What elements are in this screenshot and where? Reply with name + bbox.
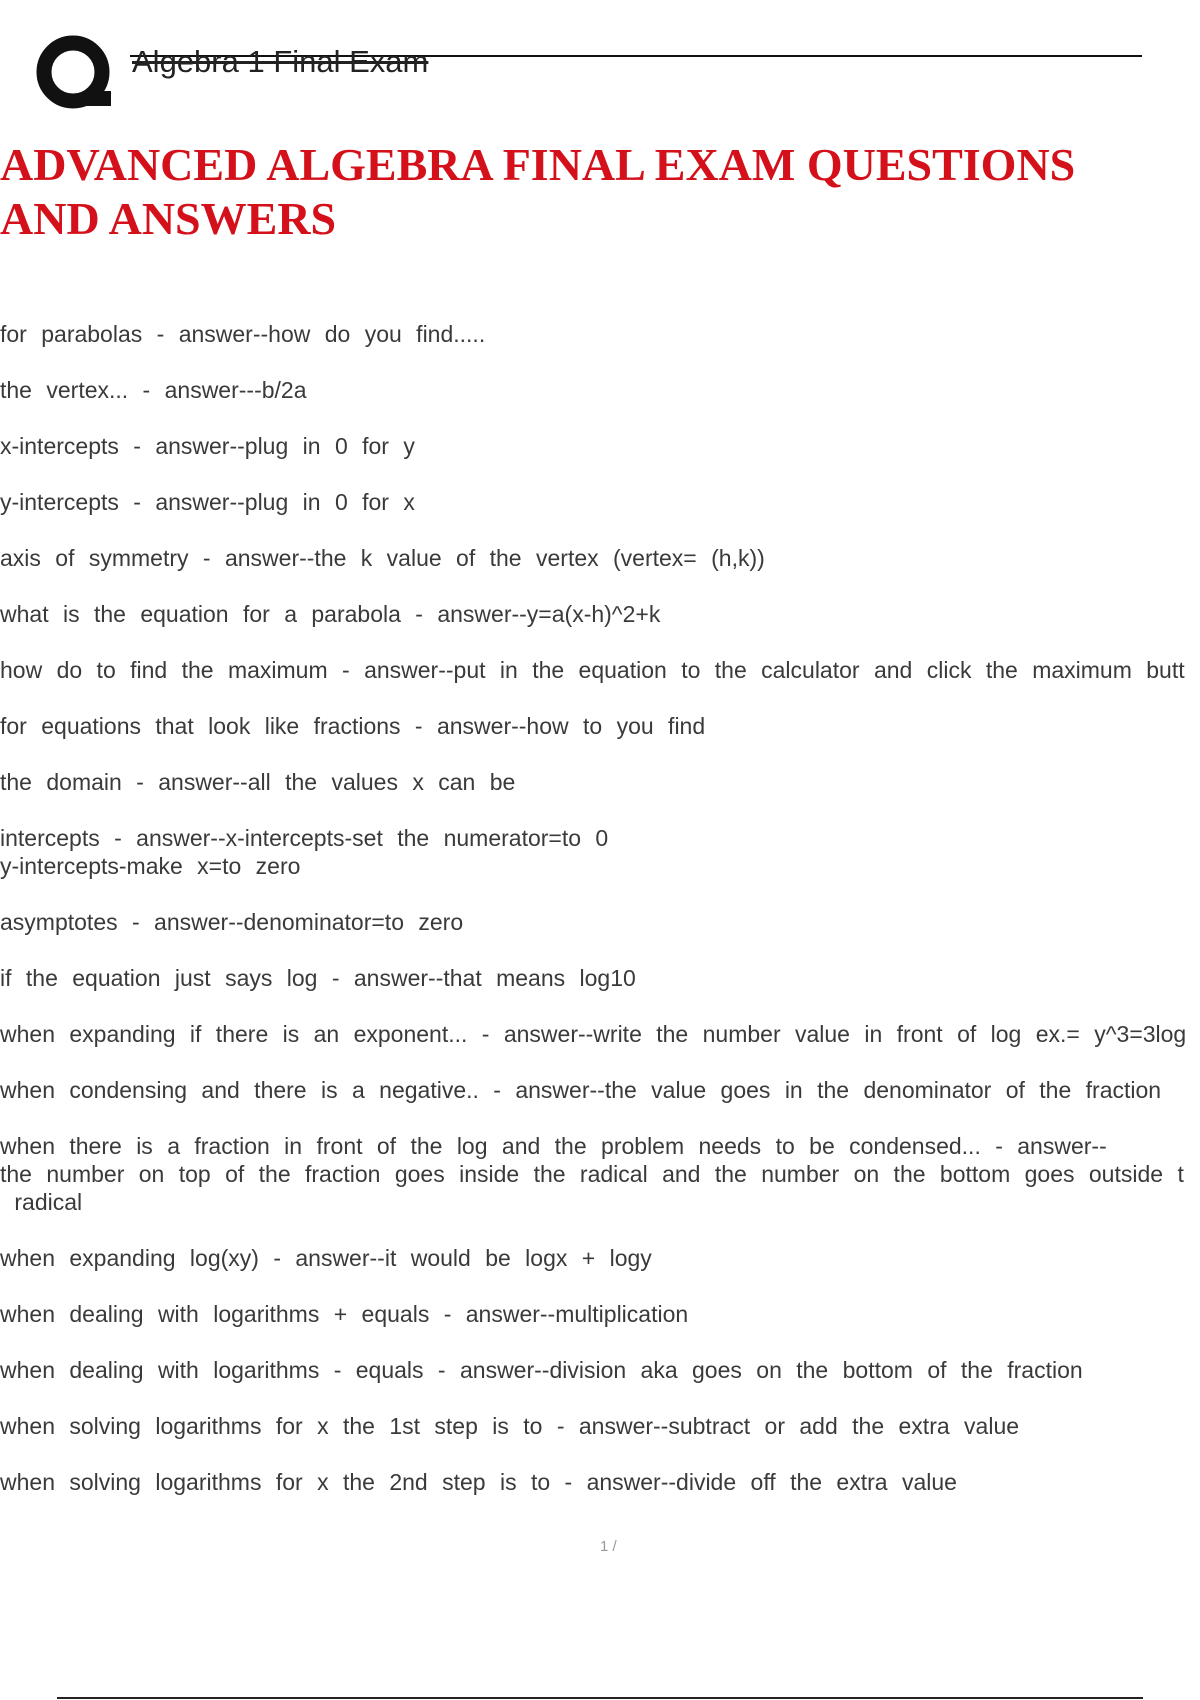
qa-item: for parabolas - answer--how do you find.....: [0, 321, 486, 347]
qa-item: asymptotes - answer--denominator=to zero: [0, 909, 464, 935]
qa-item: the vertex... - answer---b/2a: [0, 377, 307, 403]
qa-item: axis of symmetry - answer--the k value of the vertex (vertex= (h,k)): [0, 545, 765, 571]
page-header: [30, 30, 1142, 120]
qa-list: [0, 320, 1200, 1524]
page-number: 1 /: [600, 1538, 617, 1555]
qa-item: what is the equation for a parabola - answer--y=a(x-h)^2+k: [0, 601, 661, 627]
qa-item: when solving logarithms for x the 1st step is to - answer--subtract or add the extra value: [0, 1413, 1020, 1439]
qa-item: when there is a fraction in front of the log and the problem needs to be condensed... - answer-- the number on top of the fraction goes inside the radical and the number on the bottom goes outside t radical: [0, 1133, 1184, 1215]
qa-item: if the equation just says log - answer--that means log10: [0, 965, 636, 991]
quizlet-q-logo-icon: [33, 33, 117, 117]
qa-item: for equations that look like fractions - answer--how to you find: [0, 713, 706, 739]
qa-item: x-intercepts - answer--plug in 0 for y: [0, 433, 415, 459]
qa-item: when dealing with logarithms - equals - answer--division aka goes on the bottom of the fraction: [0, 1357, 1083, 1383]
qa-item: when dealing with logarithms + equals - answer--multiplication: [0, 1301, 689, 1327]
qa-item: when condensing and there is a negative.. - answer--the value goes in the denominator of the fraction: [0, 1077, 1162, 1103]
qa-item: when expanding log(xy) - answer--it would be logx + logy: [0, 1245, 652, 1271]
qa-item: the domain - answer--all the values x can be: [0, 769, 516, 795]
qa-item: y-intercepts - answer--plug in 0 for x: [0, 489, 415, 515]
qa-item: when solving logarithms for x the 2nd step is to - answer--divide off the extra value: [0, 1469, 957, 1495]
footer-divider: [57, 1697, 1143, 1699]
header-title: Algebra 1 Final Exam: [132, 44, 429, 79]
document-title: ADVANCED ALGEBRA FINAL EXAM QUESTIONS AND ANSWERS: [0, 139, 1076, 244]
qa-item: when expanding if there is an exponent... - answer--write the number value in front of log ex.= y^3=3log: [0, 1021, 1187, 1047]
qa-item: how do to find the maximum - answer--put in the equation to the calculator and click the maximum butt: [0, 657, 1185, 683]
qa-item: intercepts - answer--x-intercepts-set the numerator=to 0 y-intercepts-make x=to zero: [0, 825, 609, 879]
